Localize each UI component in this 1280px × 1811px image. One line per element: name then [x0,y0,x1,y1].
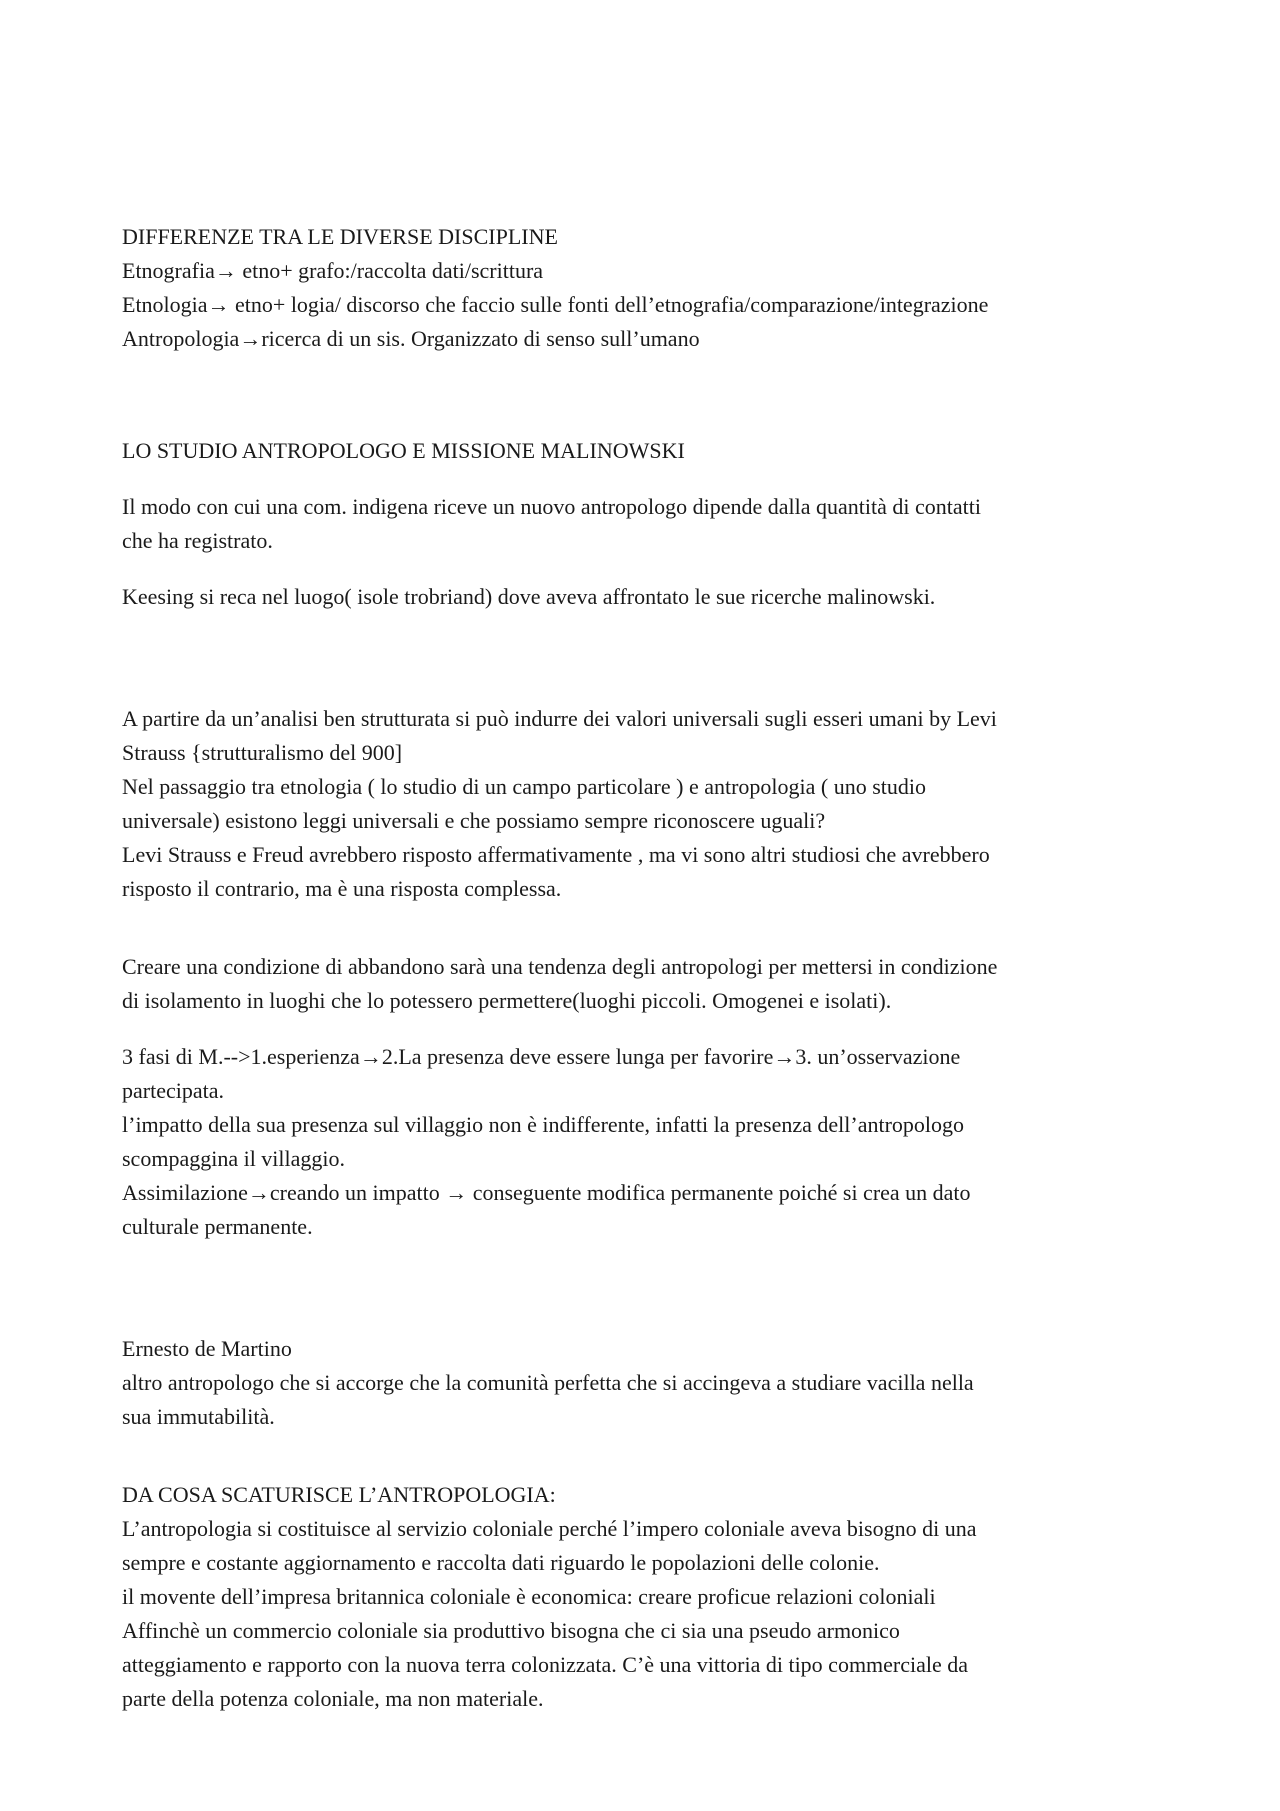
spacer [122,1244,1182,1310]
paragraph-line: Il modo con cui una com. indigena riceve un nuovo antropologo dipende dalla quantità di contatti [122,494,981,519]
paragraph-line: scompaggina il villaggio. [122,1146,346,1171]
paragraph-line: culturale permanente. [122,1214,313,1239]
paragraph-line: universale) esistono leggi universali e che possiamo sempre riconoscere uguali? [122,808,826,833]
paragraph-line: sempre e costante aggiornamento e raccolta dati riguardo le popolazioni delle colonie. [122,1550,880,1575]
spacer [122,558,1182,580]
heading-differenze: DIFFERENZE TRA LE DIVERSE DISCIPLINE [122,224,558,249]
spacer [122,1310,1182,1332]
paragraph-line: di isolamento in luoghi che lo potessero permettere(luoghi piccoli. Omogenei e isolati). [122,988,892,1013]
spacer [122,1434,1182,1478]
spacer [122,1018,1182,1040]
paragraph-line: Nel passaggio tra etnologia ( lo studio di un campo particolare ) e antropologia ( uno studio [122,774,927,799]
paragraph-line: Affinchè un commercio coloniale sia produttivo bisogna che ci sia una pseudo armonico [122,1618,900,1643]
paragraph-line: altro antropologo che si accorge che la comunità perfetta che si accingeva a studiare vacilla nella [122,1370,974,1395]
line-etnografia: Etnografia→ etno+ grafo:/raccolta dati/scrittura [122,258,544,283]
spacer [122,906,1182,950]
paragraph-line: 3 fasi di M.-->1.esperienza→2.La presenza deve essere lunga per favorire→3. un’osservazione [122,1044,961,1069]
document-body [122,220,1182,1716]
paragraph-line: risposto il contrario, ma è una risposta complessa. [122,876,562,901]
heading-malinowski: LO STUDIO ANTROPOLOGO E MISSIONE MALINOWSKI [122,438,685,463]
paragraph-line: atteggiamento e rapporto con la nuova terra colonizzata. C’è una vittoria di tipo commerciale da [122,1652,969,1677]
paragraph-line: parte della potenza coloniale, ma non materiale. [122,1686,544,1711]
paragraph-line: Creare una condizione di abbandono sarà una tendenza degli antropologi per mettersi in condizione [122,954,998,979]
spacer [122,468,1182,490]
paragraph-line: partecipata. [122,1078,224,1103]
paragraph-line: Keesing si reca nel luogo( isole trobriand) dove aveva affrontato le sue ricerche malinowski. [122,584,936,609]
spacer [122,614,1182,680]
paragraph-line: che ha registrato. [122,528,273,553]
paragraph-line: A partire da un’analisi ben strutturata si può indurre dei valori universali sugli esseri umani by Levi [122,706,997,731]
heading-de-martino: Ernesto de Martino [122,1336,292,1361]
paragraph-line: il movente dell’impresa britannica coloniale è economica: creare proficue relazioni coloniali [122,1584,936,1609]
paragraph-line: sua immutabilità. [122,1404,275,1429]
spacer [122,680,1182,702]
paragraph-line: Strauss {strutturalismo del 900] [122,740,403,765]
paragraph-line: Assimilazione→creando un impatto → conseguente modifica permanente poiché si crea un dato [122,1180,971,1205]
paragraph-line: L’antropologia si costituisce al servizio coloniale perché l’impero coloniale aveva bisogno di una [122,1516,977,1541]
heading-scaturisce: DA COSA SCATURISCE L’ANTROPOLOGIA: [122,1482,556,1507]
paragraph-line: l’impatto della sua presenza sul villaggio non è indifferente, infatti la presenza dell’antropologo [122,1112,965,1137]
line-antropologia: Antropologia→ricerca di un sis. Organizzato di senso sull’umano [122,326,700,351]
paragraph-line: Levi Strauss e Freud avrebbero risposto affermativamente , ma vi sono altri studiosi che avrebbero [122,842,990,867]
line-etnologia: Etnologia→ etno+ logia/ discorso che faccio sulle fonti dell’etnografia/comparazione/integrazione [122,292,989,317]
spacer [122,356,1182,434]
